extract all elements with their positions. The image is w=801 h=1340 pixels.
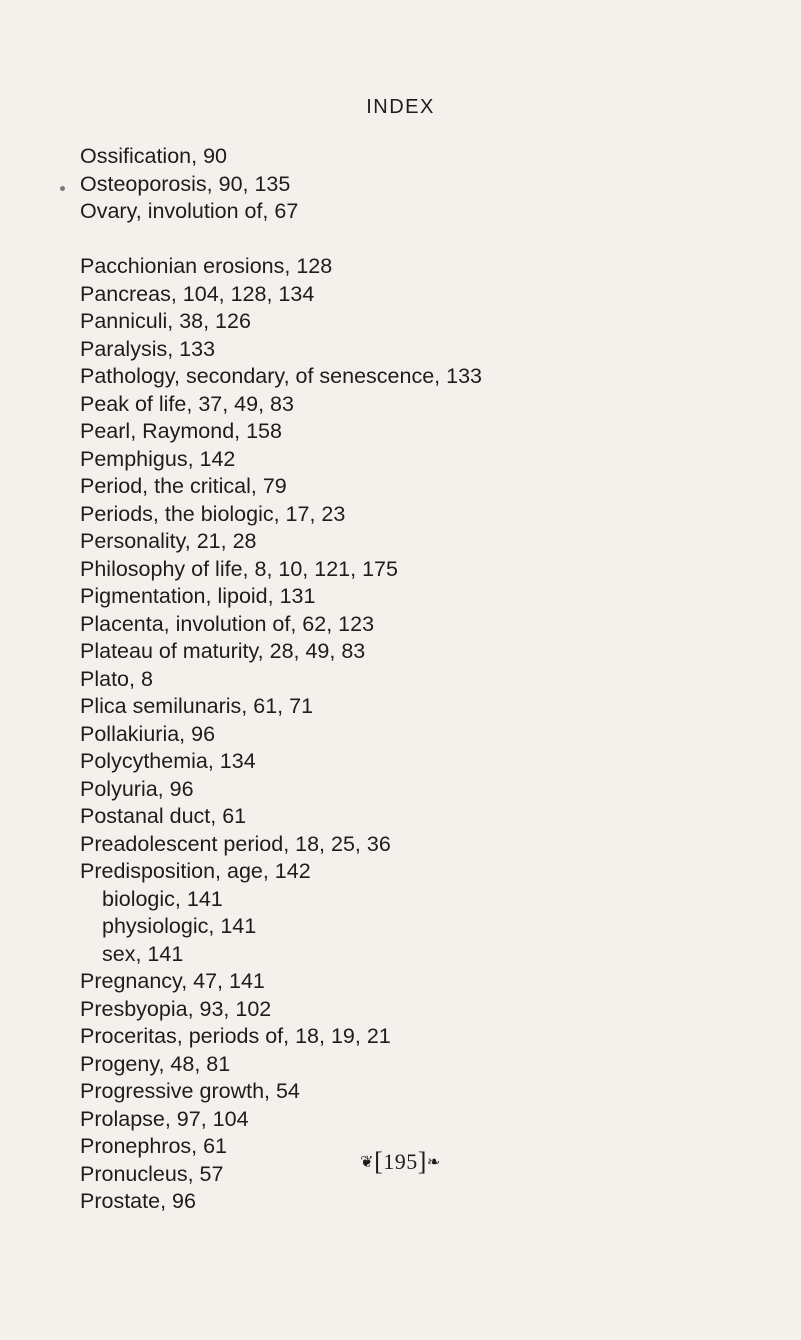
index-entry: Placenta, involution of, 62, 123 [80, 611, 375, 636]
index-entry: Plato, 8 [80, 666, 153, 691]
index-entry: Pacchionian erosions, 128 [80, 254, 333, 278]
index-entry: Paralysis, 133 [80, 336, 216, 361]
index-entry: Plateau of maturity, 28, 49, 83 [80, 639, 366, 663]
index-entry: Progeny, 48, 81 [80, 1051, 231, 1076]
index-entry: Proceritas, periods of, 18, 19, 21 [80, 1024, 391, 1048]
bracket-left: [ [374, 1147, 384, 1176]
index-entry: Pemphigus, 142 [80, 446, 236, 471]
section-gap [80, 226, 780, 254]
ink-speck [60, 186, 65, 191]
index-entry: Polycythemia, 134 [80, 749, 256, 773]
index-entry: Prostate, 96 [80, 1189, 196, 1213]
index-entry: Prolapse, 97, 104 [80, 1106, 249, 1131]
index-entry: Ovary, involution of, 67 [80, 199, 299, 223]
ornament-left-icon: ❦ [360, 1154, 375, 1171]
index-entry: Peak of life, 37, 49, 83 [80, 391, 294, 416]
index-entry: Pronucleus, 57 [80, 1161, 224, 1186]
index-entry: Periods, the biologic, 17, 23 [80, 501, 346, 526]
index-entry: Predisposition, age, 142 [80, 859, 311, 883]
index-subentry: sex, 141 [102, 941, 184, 966]
ornament-right-icon: ❧ [426, 1154, 441, 1171]
index-entry: Philosophy of life, 8, 10, 121, 175 [80, 556, 398, 581]
page-number: 195 [383, 1149, 418, 1174]
index-entry: Postanal duct, 61 [80, 804, 247, 828]
index-entry: Pearl, Raymond, 158 [80, 419, 282, 443]
index-entry: Presbyopia, 93, 102 [80, 996, 272, 1021]
index-entry: Period, the critical, 79 [80, 474, 287, 498]
index-entry: Pathology, secondary, of senescence, 133 [80, 364, 482, 388]
page-title: INDEX [366, 96, 435, 118]
index-entry: Pigmentation, lipoid, 131 [80, 584, 316, 608]
index-entry: Plica semilunaris, 61, 71 [80, 694, 314, 718]
bracket-right: ] [417, 1147, 427, 1176]
page-number-block [0, 1147, 801, 1177]
index-entry: Polyuria, 96 [80, 776, 194, 801]
index-entry: Pancreas, 104, 128, 134 [80, 281, 315, 306]
index-entry: Pollakiuria, 96 [80, 721, 216, 746]
index-entry: Progressive growth, 54 [80, 1079, 300, 1103]
index-entry: Personality, 21, 28 [80, 529, 257, 553]
index-entry: Pregnancy, 47, 141 [80, 969, 265, 993]
index-subentry: biologic, 141 [102, 886, 223, 911]
index-entry: Preadolescent period, 18, 25, 36 [80, 831, 391, 856]
index-list [80, 143, 780, 1216]
index-entry: Ossification, 90 [80, 144, 227, 168]
index-entry: Osteoporosis, 90, 135 [80, 171, 291, 196]
index-entry: Pronephros, 61 [80, 1134, 228, 1158]
index-subentry: physiologic, 141 [102, 914, 257, 938]
index-entry: Panniculi, 38, 126 [80, 309, 251, 333]
